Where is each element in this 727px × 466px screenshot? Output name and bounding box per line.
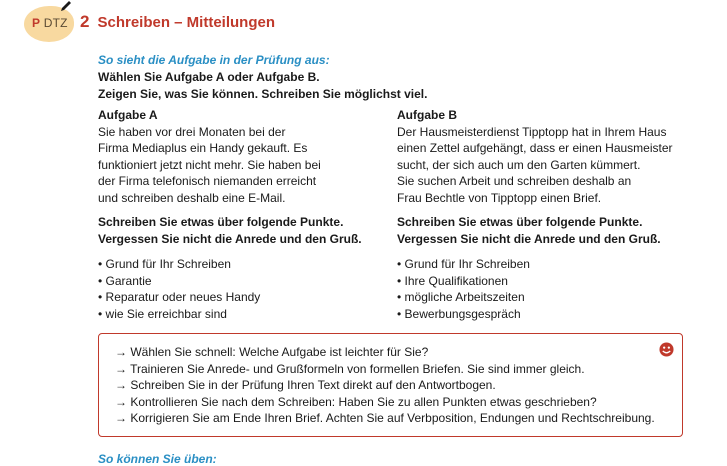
section-title: Schreiben – Mitteilungen — [97, 14, 275, 31]
list-item: • Grund für Ihr Schreiben — [397, 256, 687, 273]
badge-label: P DTZ — [32, 16, 68, 30]
smiley-icon — [659, 342, 674, 357]
task-intro — [98, 52, 698, 103]
aufgabe-b-title: Aufgabe B — [397, 108, 457, 122]
aufgabe-a-line: funktioniert jetzt nicht mehr. Sie haben bei — [98, 157, 321, 172]
intro-line-2: Zeigen Sie, was Sie können. Schreiben Sie möglichst viel. — [98, 87, 428, 101]
aufgabe-b-line: sucht, der sich auch um den Garten kümmert. — [397, 157, 641, 172]
aufgabe-a-line: Firma Mediaplus ein Handy gekauft. Es — [98, 141, 308, 155]
aufgabe-a-title: Aufgabe A — [98, 108, 158, 122]
list-item: • Grund für Ihr Schreiben — [98, 256, 388, 273]
practice-label: So können Sie üben: — [98, 452, 217, 466]
instruction-line: Vergessen Sie nicht die Anrede und den Gruß. — [397, 231, 661, 246]
section-number: 2 — [80, 12, 90, 31]
aufgabe-a — [98, 107, 388, 322]
aufgabe-b — [397, 107, 687, 322]
aufgabe-b-line: Der Hausmeisterdienst Tipptopp hat in Ihrem Haus — [397, 124, 667, 139]
aufgabe-a-instructions — [98, 214, 388, 247]
aufgabe-b-bullets — [397, 256, 687, 322]
tip-item: → Schreiben Sie in der Prüfung Ihren Text direkt auf den Antwortbogen. — [115, 377, 682, 394]
list-item: • Ihre Qualifikationen — [397, 273, 687, 290]
list-item: • mögliche Arbeitszeiten — [397, 289, 687, 306]
list-item: • wie Sie erreichbar sind — [98, 306, 388, 323]
instruction-line: Schreiben Sie etwas über folgende Punkte. — [397, 215, 643, 229]
aufgabe-b-line: Sie suchen Arbeit und schreiben deshalb an — [397, 174, 632, 188]
aufgabe-b-line: Frau Bechtle von Tipptopp einen Brief. — [397, 190, 602, 205]
aufgabe-a-line: Sie haben vor drei Monaten bei der — [98, 124, 286, 139]
section-heading — [80, 12, 275, 32]
tips-box — [98, 333, 683, 437]
tips-list — [115, 344, 682, 427]
aufgabe-a-line: und schreiben deshalb eine E-Mail. — [98, 190, 286, 205]
list-item: • Reparatur oder neues Handy — [98, 289, 388, 306]
aufgabe-a-line: der Firma telefonisch niemanden erreicht — [98, 174, 317, 188]
instruction-line: Vergessen Sie nicht die Anrede und den Gruß. — [98, 231, 362, 246]
pen-icon — [60, 0, 72, 12]
list-item: • Bewerbungsgespräch — [397, 306, 687, 323]
list-item: • Garantie — [98, 273, 388, 290]
aufgabe-b-line: einen Zettel aufgehängt, dass er einen Hausmeister — [397, 141, 673, 155]
tip-item: → Kontrollieren Sie nach dem Schreiben: Haben Sie zu allen Punkten etwas geschrieben? — [115, 394, 682, 411]
instruction-line: Schreiben Sie etwas über folgende Punkte. — [98, 215, 344, 229]
aufgabe-b-instructions — [397, 214, 687, 247]
intro-label: So sieht die Aufgabe in der Prüfung aus: — [98, 53, 330, 67]
tip-item: → Korrigieren Sie am Ende Ihren Brief. Achten Sie auf Verbposition, Endungen und Rechtschreibung. — [115, 410, 682, 427]
tip-item: → Trainieren Sie Anrede- und Grußformeln von formellen Briefen. Sie sind immer gleich. — [115, 361, 682, 378]
aufgabe-a-bullets — [98, 256, 388, 322]
intro-line-1: Wählen Sie Aufgabe A oder Aufgabe B. — [98, 70, 320, 84]
tip-item: → Wählen Sie schnell: Welche Aufgabe ist leichter für Sie? — [115, 344, 682, 361]
